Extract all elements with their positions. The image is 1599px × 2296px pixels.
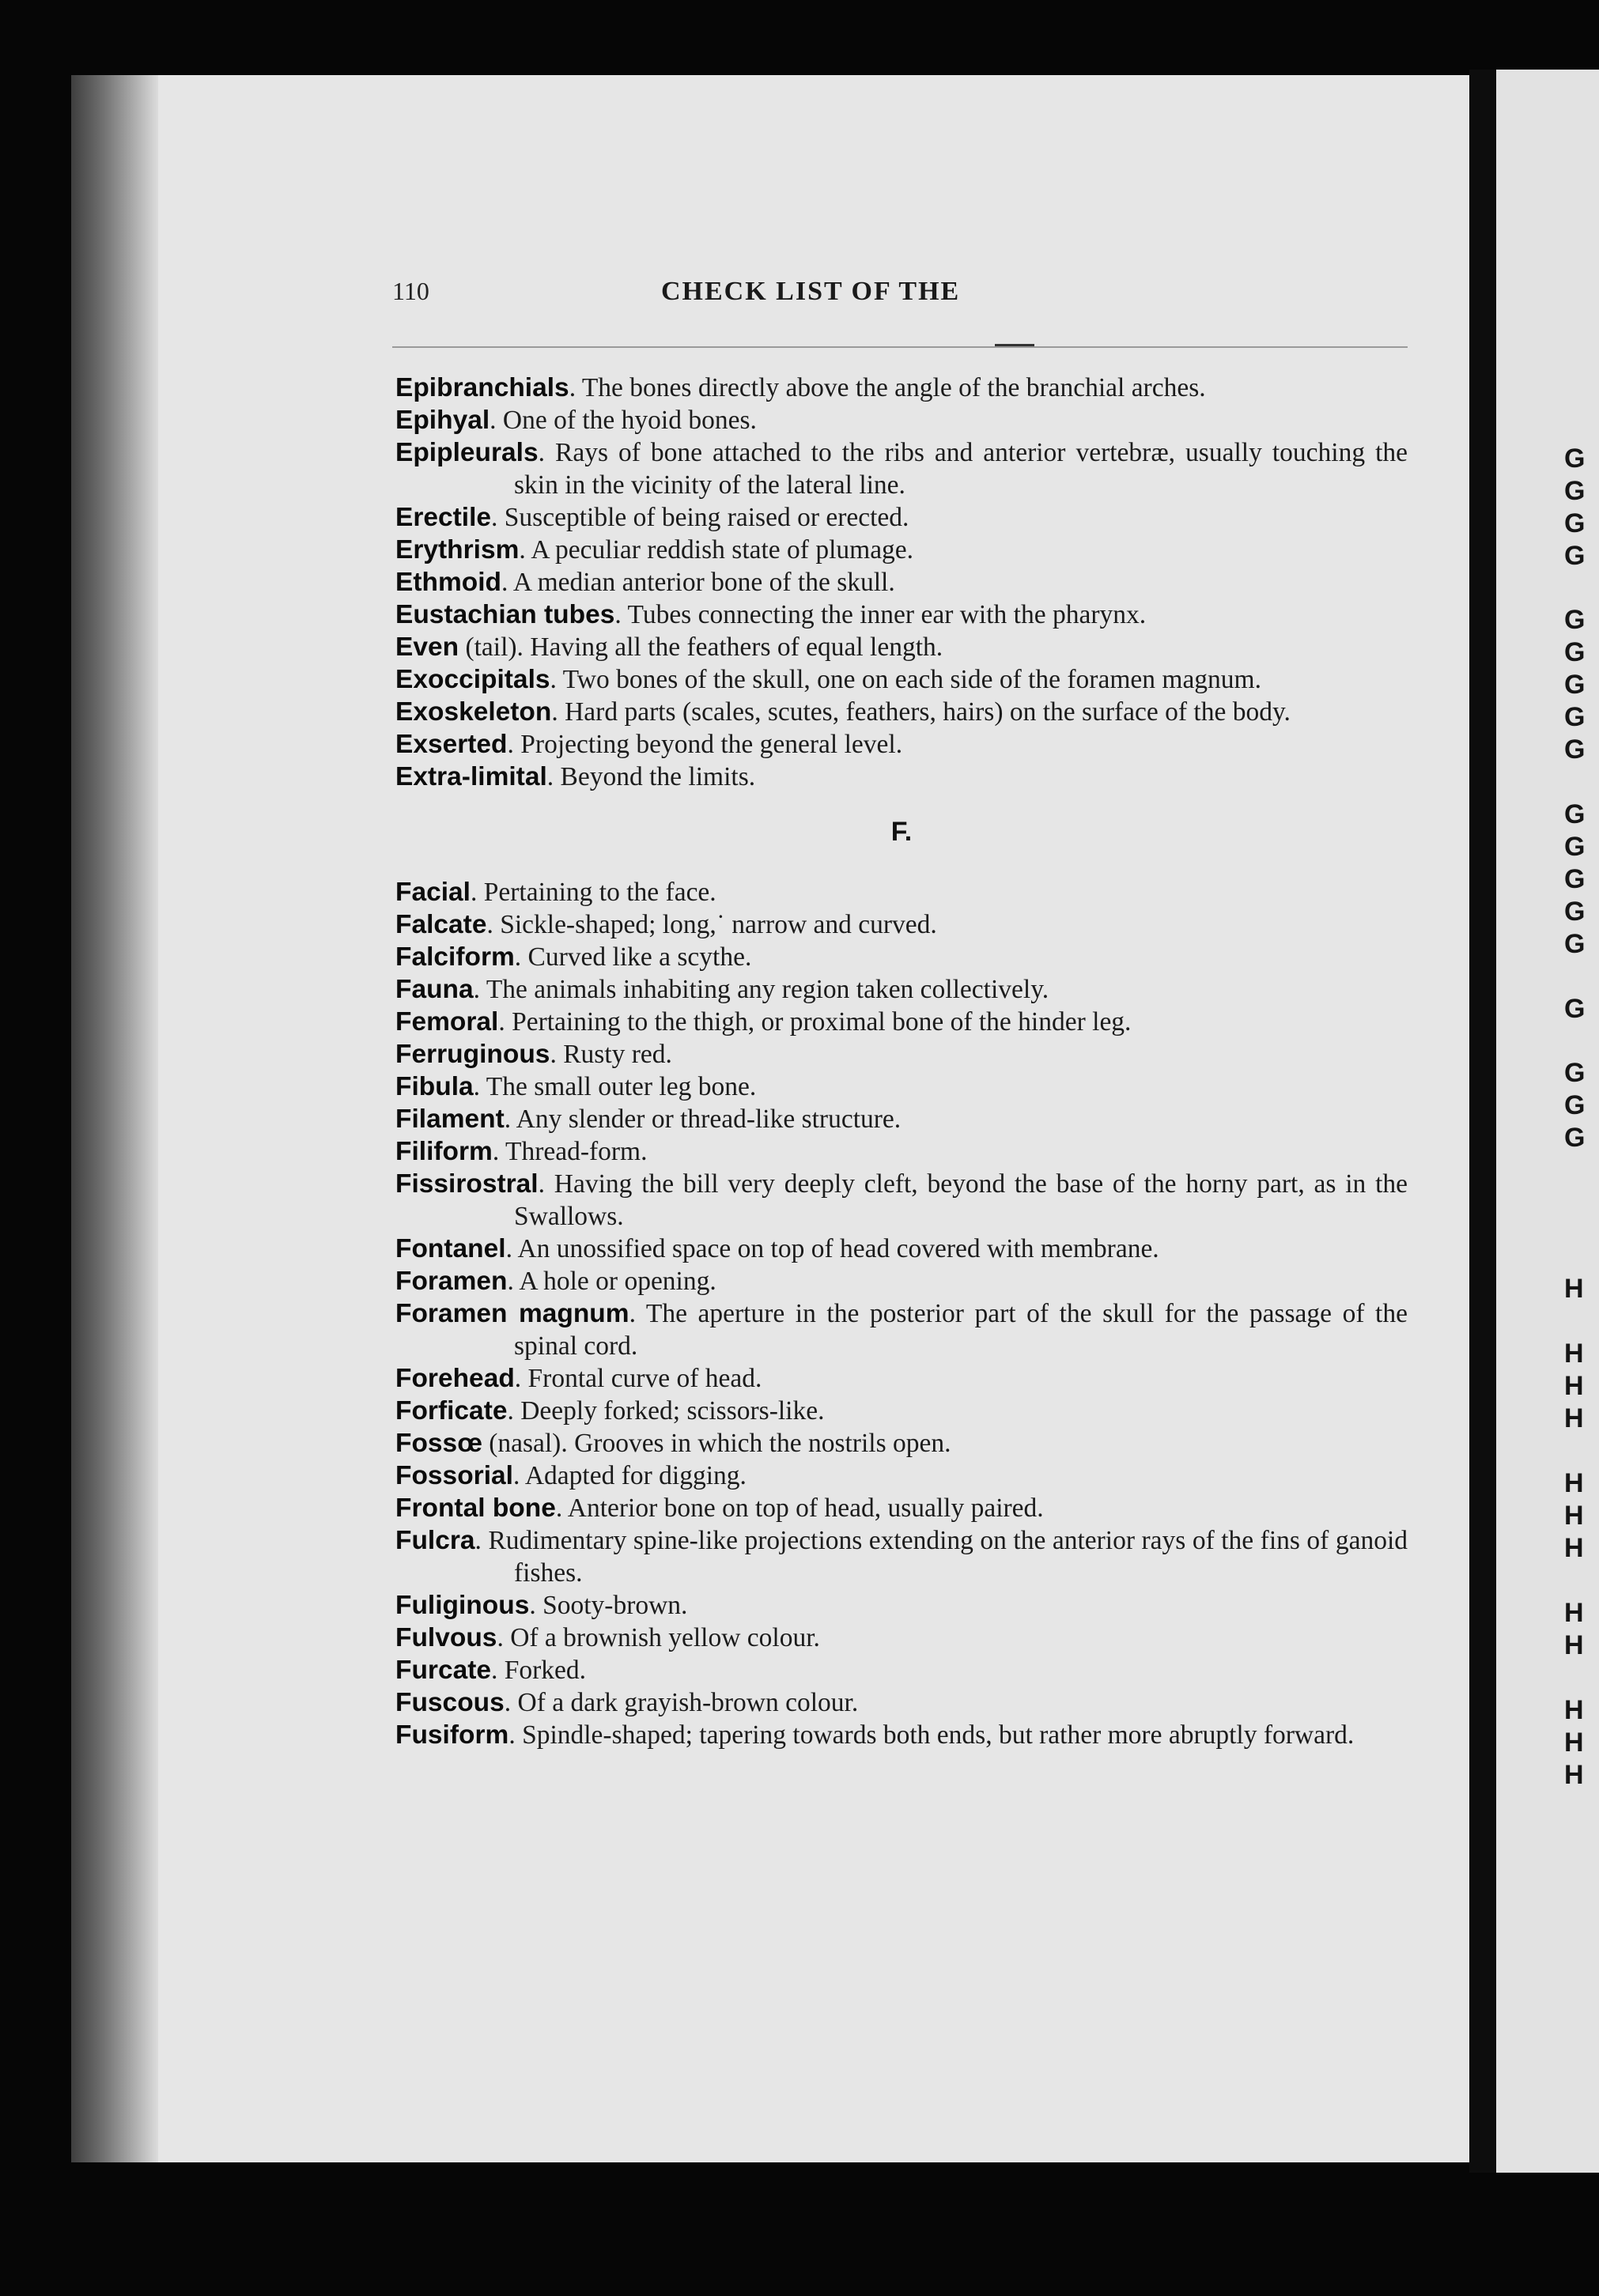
entry-definition: Having the bill very deeply cleft, beyond the base of the horny part, as in the Swallows. — [514, 1169, 1408, 1231]
entry-separator: . — [492, 1137, 505, 1166]
glossary-entry — [395, 501, 1408, 534]
entry-term: Fossorial — [395, 1461, 513, 1490]
entry-definition: Anterior bone on top of head, usually paired. — [567, 1494, 1044, 1523]
entry-separator: . — [470, 878, 484, 907]
glossary-entry — [395, 566, 1408, 599]
glossary-entry — [395, 1006, 1408, 1038]
glossary-entries — [395, 372, 1408, 1751]
entry-separator: . — [514, 942, 528, 972]
entry-separator: . — [490, 406, 503, 435]
entry-separator: . — [508, 1720, 523, 1750]
glossary-entry — [395, 1233, 1408, 1265]
glossary-entry — [395, 1427, 1408, 1460]
glossary-entry — [395, 1654, 1408, 1686]
running-title: CHECK LIST OF THE — [661, 277, 961, 306]
entry-definition: The small outer leg bone. — [486, 1072, 757, 1101]
entry-definition: Deeply forked; scissors-like. — [520, 1396, 825, 1426]
entry-term: Ferruginous — [395, 1040, 550, 1069]
entry-term: Fusiform — [395, 1720, 509, 1750]
section-f — [395, 876, 1408, 1751]
glossary-entry — [395, 1622, 1408, 1654]
entry-definition: The bones directly above the angle of the branchial arches. — [581, 373, 1206, 402]
entry-separator: . — [538, 438, 555, 467]
section-f-heading: F. — [890, 817, 913, 847]
glossary-entry — [395, 941, 1408, 973]
entry-separator: . — [498, 1007, 512, 1037]
entry-term: Exserted — [395, 730, 508, 759]
facing-page-letter: G — [1564, 702, 1586, 732]
glossary-entry — [395, 876, 1408, 908]
facing-page-letter: G — [1564, 1090, 1586, 1120]
entry-separator: . — [550, 1040, 564, 1069]
entry-separator: . — [514, 1364, 528, 1393]
entry-definition: Thread-form. — [505, 1137, 648, 1166]
entry-separator: . — [491, 503, 505, 532]
entry-separator: . — [519, 535, 531, 565]
facing-page-letter: H — [1564, 1468, 1584, 1498]
gutter-shadow — [71, 75, 158, 2162]
facing-page-letter: G — [1564, 832, 1586, 862]
entry-definition: Pertaining to the thigh, or proximal bone of the hinder leg. — [512, 1007, 1132, 1037]
entry-definition: Pertaining to the face. — [483, 878, 716, 907]
entry-definition: Rays of bone attached to the ribs and anterior vertebræ, usually touching the skin in the vicinity of the lateral line. — [514, 438, 1408, 500]
facing-page-letter: G — [1564, 476, 1586, 506]
glossary-entry — [395, 631, 1408, 663]
entry-definition: Tubes connecting the inner ear with the pharynx. — [627, 600, 1147, 629]
entry-term: Erythrism — [395, 535, 520, 565]
facing-page-letter: H — [1564, 1371, 1584, 1401]
entry-separator: . — [546, 762, 561, 791]
entry-term: Epipleurals — [395, 438, 539, 467]
facing-page-letter: G — [1564, 734, 1586, 765]
glossary-entry — [395, 404, 1408, 436]
entry-term: Eustachian tubes — [395, 600, 615, 629]
entry-separator: . — [555, 1494, 568, 1523]
glossary-entry — [395, 973, 1408, 1006]
entry-term: Extra-limital — [395, 762, 547, 791]
glossary-entry — [395, 436, 1408, 501]
entry-definition: The aperture in the posterior part of the skull for the passage of the spinal cord. — [514, 1299, 1408, 1361]
entry-separator: (tail). — [459, 633, 531, 662]
entry-definition: An unossified space on top of head covered with membrane. — [517, 1234, 1159, 1263]
entry-term: Epibranchials — [395, 373, 569, 402]
entry-separator: . — [507, 730, 521, 759]
entry-term: Fuliginous — [395, 1591, 530, 1620]
facing-page-letter: G — [1564, 994, 1586, 1024]
entry-definition: Forked. — [504, 1656, 587, 1685]
entry-definition: Projecting beyond the general level. — [520, 730, 903, 759]
entry-separator: . — [614, 600, 628, 629]
entry-separator: . — [474, 1526, 489, 1555]
entry-term: Fulvous — [395, 1623, 497, 1652]
glossary-entry — [395, 599, 1408, 631]
entry-term: Femoral — [395, 1007, 499, 1037]
section-e — [395, 372, 1408, 793]
facing-page-letter: H — [1564, 1598, 1584, 1628]
glossary-entry — [395, 728, 1408, 761]
entry-definition: Having all the feathers of equal length. — [530, 633, 943, 662]
glossary-entry — [395, 1719, 1408, 1751]
entry-definition: Hard parts (scales, scutes, feathers, hairs) on the surface of the body. — [565, 697, 1291, 727]
entry-separator: . — [569, 373, 582, 402]
entry-separator: . — [538, 1169, 554, 1199]
entry-definition: Adapted for digging. — [524, 1461, 747, 1490]
entry-separator: . — [550, 665, 563, 694]
glossary-entry — [395, 1492, 1408, 1524]
entry-separator: . — [507, 1396, 521, 1426]
entry-term: Filament — [395, 1105, 505, 1134]
entry-separator: (nasal). — [482, 1429, 575, 1458]
entry-term: Falciform — [395, 942, 515, 972]
entry-separator: . — [473, 975, 486, 1004]
glossary-entry — [395, 1265, 1408, 1297]
entry-separator: . — [501, 568, 513, 597]
entry-definition: One of the hyoid bones. — [502, 406, 757, 435]
entry-term: Foramen — [395, 1267, 508, 1296]
entry-separator: . — [473, 1072, 486, 1101]
entry-term: Fibula — [395, 1072, 474, 1101]
facing-page-letter: G — [1564, 637, 1586, 667]
glossary-entry — [395, 372, 1408, 404]
entry-definition: Sickle-shaped; long,˙ narrow and curved. — [500, 910, 937, 939]
entry-term: Fauna — [395, 975, 474, 1004]
entry-definition: Sooty-brown. — [542, 1591, 688, 1620]
glossary-entry — [395, 1071, 1408, 1103]
facing-page-letter: G — [1564, 799, 1586, 829]
facing-page-letter: G — [1564, 605, 1586, 635]
entry-separator: . — [512, 1461, 525, 1490]
entry-definition: Frontal curve of head. — [527, 1364, 762, 1393]
entry-term: Forficate — [395, 1396, 508, 1426]
facing-page-letter: H — [1564, 1533, 1584, 1563]
entry-definition: Of a dark grayish-brown colour. — [517, 1688, 859, 1717]
entry-definition: Curved like a scythe. — [527, 942, 752, 972]
entry-term: Erectile — [395, 503, 492, 532]
glossary-entry — [395, 696, 1408, 728]
header-rule-mark — [995, 344, 1034, 346]
glossary-entry — [395, 1460, 1408, 1492]
facing-page-letter: H — [1564, 1501, 1584, 1531]
facing-page-letter: H — [1564, 1403, 1584, 1433]
facing-page-letter: G — [1564, 864, 1586, 894]
header-rule — [392, 346, 1408, 348]
entry-definition: The animals inhabiting any region taken collectively. — [486, 975, 1049, 1004]
entry-separator: . — [504, 1105, 516, 1134]
glossary-entry — [395, 1038, 1408, 1071]
entry-definition: Beyond the limits. — [560, 762, 756, 791]
entry-term: Facial — [395, 878, 471, 907]
entry-term: Fissirostral — [395, 1169, 539, 1199]
entry-term: Fuscous — [395, 1688, 505, 1717]
entry-separator: . — [491, 1656, 505, 1685]
entry-separator: . — [505, 1234, 518, 1263]
entry-term: Ethmoid — [395, 568, 501, 597]
entry-term: Epihyal — [395, 406, 490, 435]
facing-page-letter: H — [1564, 1339, 1584, 1369]
facing-page-letter: G — [1564, 897, 1586, 927]
entry-definition: A peculiar reddish state of plumage. — [531, 535, 914, 565]
facing-page-edge — [1469, 70, 1496, 2173]
entry-separator: . — [629, 1299, 646, 1328]
entry-term: Exoccipitals — [395, 665, 550, 694]
glossary-entry — [395, 1103, 1408, 1135]
page-number: 110 — [392, 277, 429, 305]
facing-page-letter: H — [1564, 1760, 1584, 1790]
entry-term: Even — [395, 633, 459, 662]
glossary-entry — [395, 1589, 1408, 1622]
entry-separator: . — [551, 697, 565, 727]
entry-separator: . — [486, 910, 501, 939]
entry-definition: Any slender or thread-like structure. — [516, 1105, 902, 1134]
facing-page-letter: G — [1564, 1058, 1586, 1088]
facing-page-letter: H — [1564, 1274, 1584, 1304]
glossary-entry — [395, 908, 1408, 941]
entry-definition: Susceptible of being raised or erected. — [504, 503, 909, 532]
glossary-entry — [395, 1362, 1408, 1395]
entry-term: Fulcra — [395, 1526, 475, 1555]
facing-page-letter: G — [1564, 508, 1586, 538]
glossary-entry — [395, 534, 1408, 566]
entry-term: Furcate — [395, 1656, 492, 1685]
entry-term: Forehead — [395, 1364, 515, 1393]
entry-definition: A hole or opening. — [519, 1267, 716, 1296]
facing-page-letter: G — [1564, 929, 1586, 959]
entry-definition: Of a brownish yellow colour. — [510, 1623, 820, 1652]
glossary-entry — [395, 761, 1408, 793]
entry-definition: A median anterior bone of the skull. — [512, 568, 895, 597]
entry-term: Foramen magnum — [395, 1299, 629, 1328]
entry-term: Frontal bone — [395, 1494, 556, 1523]
entry-separator: . — [507, 1267, 520, 1296]
glossary-entry — [395, 1524, 1408, 1589]
entry-term: Fontanel — [395, 1234, 506, 1263]
glossary-entry — [395, 1686, 1408, 1719]
entry-definition: Two bones of the skull, one on each side of the foramen magnum. — [562, 665, 1261, 694]
glossary-entry — [395, 663, 1408, 696]
entry-separator: . — [504, 1688, 518, 1717]
entry-separator: . — [529, 1591, 543, 1620]
entry-term: Filiform — [395, 1137, 493, 1166]
glossary-entry — [395, 1135, 1408, 1168]
entry-term: Falcate — [395, 910, 487, 939]
facing-page-letter: H — [1564, 1630, 1584, 1660]
entry-definition: Rudimentary spine-like projections extending on the anterior rays of the fins of ganoid fishes. — [488, 1526, 1408, 1588]
entry-separator: . — [497, 1623, 511, 1652]
facing-page-letter: G — [1564, 444, 1586, 474]
entry-definition: Grooves in which the nostrils open. — [574, 1429, 951, 1458]
facing-page-letter: H — [1564, 1728, 1584, 1758]
glossary-entry — [395, 1395, 1408, 1427]
entry-term: Exoskeleton — [395, 697, 552, 727]
glossary-entry — [395, 1168, 1408, 1233]
facing-page-letter: H — [1564, 1695, 1584, 1725]
facing-page-letter: G — [1564, 1123, 1586, 1153]
entry-definition: Spindle-shaped; tapering towards both ends, but rather more abruptly forward. — [522, 1720, 1355, 1750]
facing-page-letter: G — [1564, 670, 1586, 700]
facing-page-letter: G — [1564, 541, 1586, 571]
entry-definition: Rusty red. — [563, 1040, 672, 1069]
glossary-entry — [395, 1297, 1408, 1362]
entry-term: Fossœ — [395, 1429, 482, 1458]
